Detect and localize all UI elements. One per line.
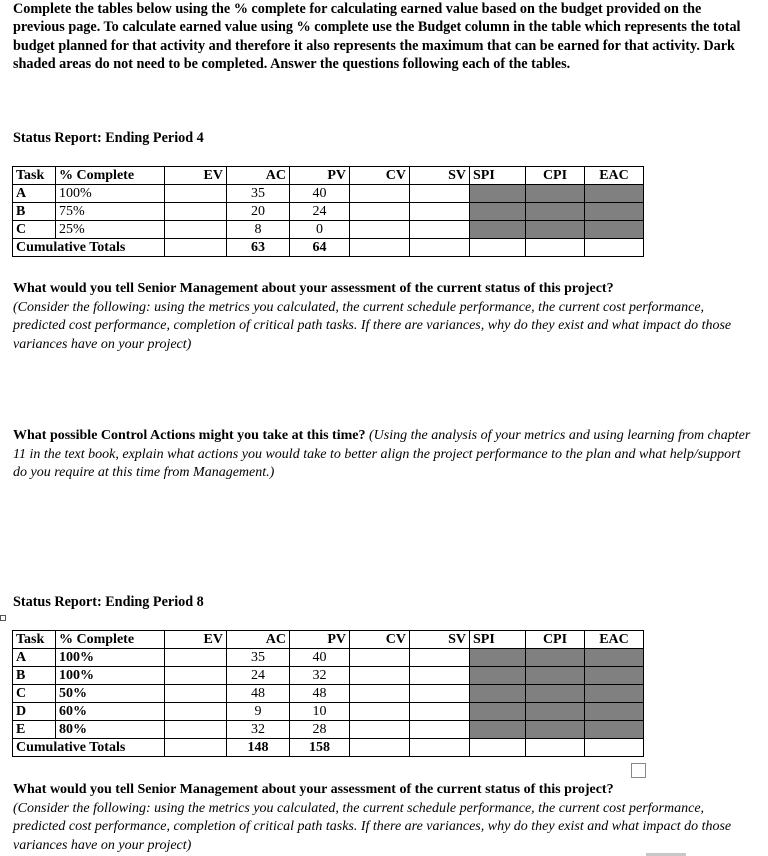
header-pv: PV xyxy=(290,631,350,649)
table-header-row xyxy=(13,167,644,185)
cpi-shaded-cell xyxy=(526,185,585,203)
pv-cell: 48 xyxy=(290,685,350,703)
table-row xyxy=(13,203,644,221)
period8-assessment-question xyxy=(13,781,753,855)
ev-cell[interactable] xyxy=(165,185,227,203)
header-pv: PV xyxy=(290,167,350,185)
sv-cell[interactable] xyxy=(410,221,470,239)
cv-cell[interactable] xyxy=(350,185,410,203)
header-spi: SPI xyxy=(470,167,526,185)
totals-row xyxy=(13,239,644,257)
question-bold-text: What would you tell Senior Management about your assessment of the current status of this project? xyxy=(13,281,614,296)
ev-cell[interactable] xyxy=(165,685,227,703)
task-cell: C xyxy=(13,685,56,703)
ev-cell[interactable] xyxy=(165,721,227,739)
header-cv: CV xyxy=(350,167,410,185)
task-cell: B xyxy=(13,203,56,221)
eac-shaded-cell xyxy=(585,185,644,203)
header-pct-complete: % Complete xyxy=(56,631,165,649)
ac-cell: 20 xyxy=(227,203,290,221)
table-row xyxy=(13,667,644,685)
table-row xyxy=(13,703,644,721)
table-row xyxy=(13,721,644,739)
header-cpi: CPI xyxy=(526,631,585,649)
ac-cell: 8 xyxy=(227,221,290,239)
period4-status-table xyxy=(12,166,644,257)
pv-cell: 28 xyxy=(290,721,350,739)
cv-total-cell[interactable] xyxy=(350,239,410,257)
ac-total-cell: 63 xyxy=(227,239,290,257)
header-pct-complete: % Complete xyxy=(56,167,165,185)
eac-shaded-cell xyxy=(585,703,644,721)
totals-label: Cumulative Totals xyxy=(13,739,165,757)
cv-cell[interactable] xyxy=(350,203,410,221)
sv-total-cell[interactable] xyxy=(410,239,470,257)
cpi-total-cell[interactable] xyxy=(526,239,585,257)
pct-cell: 60% xyxy=(56,703,165,721)
pct-cell: 75% xyxy=(56,203,165,221)
ac-cell: 35 xyxy=(227,185,290,203)
cpi-shaded-cell xyxy=(526,649,585,667)
period4-assessment-question xyxy=(13,280,753,354)
header-task: Task xyxy=(13,167,56,185)
pv-cell: 0 xyxy=(290,221,350,239)
ac-cell: 48 xyxy=(227,685,290,703)
ac-cell: 32 xyxy=(227,721,290,739)
ac-total-cell: 148 xyxy=(227,739,290,757)
sv-total-cell[interactable] xyxy=(410,739,470,757)
pct-cell: 25% xyxy=(56,221,165,239)
question-guidance-text: (Consider the following: using the metrics you calculated, the current schedule performance, the current cost performance, predicted cost performance, completion of critical path tasks. If there are variances, why do they exist and what impact do those variances have on your project) xyxy=(13,299,732,352)
sv-cell[interactable] xyxy=(410,703,470,721)
instructions-paragraph: Complete the tables below using the % complete for calculating earned value based on the budget provided on the previous page. To calculate earned value using % complete use the Budget column in the table which represents the total budget planned for that activity and therefore it also represents the maximum that can be earned for that activity. Dark shaded areas do not need to be completed. Answer the questions following each of the tables. xyxy=(13,1,741,72)
header-cv: CV xyxy=(350,631,410,649)
task-cell: A xyxy=(13,649,56,667)
header-ev: EV xyxy=(165,631,227,649)
task-cell: C xyxy=(13,221,56,239)
ac-cell: 9 xyxy=(227,703,290,721)
spi-shaded-cell xyxy=(470,703,526,721)
cv-cell[interactable] xyxy=(350,221,410,239)
header-spi: SPI xyxy=(470,631,526,649)
question-bold-text: What would you tell Senior Management about your assessment of the current status of this project? xyxy=(13,782,614,797)
sv-cell[interactable] xyxy=(410,685,470,703)
eac-shaded-cell xyxy=(585,221,644,239)
spi-total-cell[interactable] xyxy=(470,239,526,257)
ac-cell: 35 xyxy=(227,649,290,667)
pv-cell: 40 xyxy=(290,185,350,203)
question-guidance-text: (Consider the following: using the metrics you calculated, the current schedule performance, the current cost performance, predicted cost performance, completion of critical path tasks. If there are variances, why do they exist and what impact do those variances have on your project) xyxy=(13,800,732,853)
pv-total-cell: 158 xyxy=(290,739,350,757)
pv-cell: 24 xyxy=(290,203,350,221)
sv-cell[interactable] xyxy=(410,185,470,203)
spi-shaded-cell xyxy=(470,721,526,739)
ev-total-cell[interactable] xyxy=(165,739,227,757)
spi-shaded-cell xyxy=(470,185,526,203)
ev-cell[interactable] xyxy=(165,221,227,239)
question-bold-text: What possible Control Actions might you take at this time? xyxy=(13,428,366,443)
cv-total-cell[interactable] xyxy=(350,739,410,757)
header-eac: EAC xyxy=(585,167,644,185)
task-cell: D xyxy=(13,703,56,721)
cpi-shaded-cell xyxy=(526,685,585,703)
cv-cell[interactable] xyxy=(350,649,410,667)
table-row xyxy=(13,185,644,203)
cv-cell[interactable] xyxy=(350,667,410,685)
pv-cell: 10 xyxy=(290,703,350,721)
empty-checkbox[interactable] xyxy=(631,763,646,778)
pv-total-cell: 64 xyxy=(290,239,350,257)
header-sv: SV xyxy=(410,631,470,649)
cpi-shaded-cell xyxy=(526,221,585,239)
pct-cell: 80% xyxy=(56,721,165,739)
period8-status-table xyxy=(12,630,644,757)
ev-cell[interactable] xyxy=(165,667,227,685)
ev-cell[interactable] xyxy=(165,703,227,721)
task-cell: B xyxy=(13,667,56,685)
task-cell: A xyxy=(13,185,56,203)
cpi-shaded-cell xyxy=(526,703,585,721)
table-row xyxy=(13,221,644,239)
eac-shaded-cell xyxy=(585,667,644,685)
spi-shaded-cell xyxy=(470,203,526,221)
header-task: Task xyxy=(13,631,56,649)
cv-cell[interactable] xyxy=(350,721,410,739)
cpi-total-cell[interactable] xyxy=(526,739,585,757)
sv-cell[interactable] xyxy=(410,649,470,667)
period4-control-actions-question xyxy=(13,427,753,483)
ev-total-cell[interactable] xyxy=(165,239,227,257)
question-guidance-text: (Using the analysis of your metrics and using learning from chapter 11 in the text book, explain what actions you would take to better align the project performance to the plan and what help/support do you require at this time from Management.) xyxy=(13,428,751,480)
spi-shaded-cell xyxy=(470,685,526,703)
spi-shaded-cell xyxy=(470,649,526,667)
table-move-handle[interactable] xyxy=(0,615,6,621)
eac-shaded-cell xyxy=(585,203,644,221)
cpi-shaded-cell xyxy=(526,721,585,739)
ev-cell[interactable] xyxy=(165,203,227,221)
table-header-row xyxy=(13,631,644,649)
header-eac: EAC xyxy=(585,631,644,649)
pct-cell: 50% xyxy=(56,685,165,703)
pct-cell: 100% xyxy=(56,185,165,203)
ac-cell: 24 xyxy=(227,667,290,685)
header-sv: SV xyxy=(410,167,470,185)
totals-row xyxy=(13,739,644,757)
header-ac: AC xyxy=(227,167,290,185)
eac-shaded-cell xyxy=(585,649,644,667)
cpi-shaded-cell xyxy=(526,667,585,685)
header-cpi: CPI xyxy=(526,167,585,185)
cv-cell[interactable] xyxy=(350,703,410,721)
sv-cell[interactable] xyxy=(410,721,470,739)
spi-total-cell[interactable] xyxy=(470,739,526,757)
table-row xyxy=(13,649,644,667)
eac-shaded-cell xyxy=(585,721,644,739)
header-ac: AC xyxy=(227,631,290,649)
sv-cell[interactable] xyxy=(410,667,470,685)
eac-shaded-cell xyxy=(585,685,644,703)
cv-cell[interactable] xyxy=(350,685,410,703)
spi-shaded-cell xyxy=(470,221,526,239)
pct-cell: 100% xyxy=(56,667,165,685)
sv-cell[interactable] xyxy=(410,203,470,221)
spi-shaded-cell xyxy=(470,667,526,685)
task-cell: E xyxy=(13,721,56,739)
ev-cell[interactable] xyxy=(165,649,227,667)
pv-cell: 32 xyxy=(290,667,350,685)
period4-heading: Status Report: Ending Period 4 xyxy=(13,130,204,146)
header-ev: EV xyxy=(165,167,227,185)
cpi-shaded-cell xyxy=(526,203,585,221)
pv-cell: 40 xyxy=(290,649,350,667)
pct-cell: 100% xyxy=(56,649,165,667)
table-row xyxy=(13,685,644,703)
eac-total-cell[interactable] xyxy=(585,739,644,757)
eac-total-cell[interactable] xyxy=(585,239,644,257)
period8-heading: Status Report: Ending Period 8 xyxy=(13,594,204,610)
totals-label: Cumulative Totals xyxy=(13,239,165,257)
